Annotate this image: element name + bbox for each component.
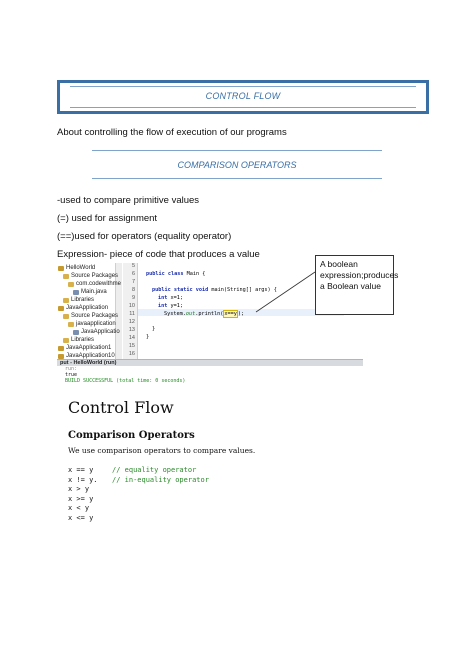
code-line-y-decl: int y=1; (158, 303, 183, 309)
header-bottom-rule (70, 107, 416, 108)
callout-pointer (250, 270, 320, 320)
operator-expression: x <= y (68, 513, 94, 522)
folder-icon (58, 266, 64, 271)
line-number: 7 (131, 279, 135, 285)
bullet-expression: Expression- piece of code that produces a value (57, 249, 260, 260)
project-tree-item[interactable] (63, 273, 118, 279)
operator-row (68, 495, 209, 505)
folder-icon (63, 338, 69, 343)
expression-highlight: x==y (224, 311, 237, 317)
operator-expression: x < y (68, 504, 90, 512)
code-line-class: public class Main { (146, 271, 206, 277)
folder-icon (68, 282, 74, 287)
project-tree-label: Source Packages (71, 273, 119, 279)
output-line-build: BUILD SUCCESSFUL (total time: 0 seconds) (65, 378, 186, 384)
intro-text: About controlling the flow of execution of our programs (57, 127, 287, 138)
line-number: 9 (131, 295, 135, 301)
figure-description: We use comparison operators to compare values. (68, 446, 256, 455)
project-tree (57, 263, 121, 359)
project-tree-label: HelloWorld (66, 265, 96, 271)
line-number: 8 (131, 287, 135, 293)
bullet-primitive: -used to compare primitive values (57, 195, 200, 206)
figure-title: Control Flow (68, 398, 174, 417)
folder-icon (58, 306, 64, 311)
project-tree-label: Source Packages (71, 313, 119, 319)
output-line-run: run: (65, 366, 78, 372)
code-line-println: System.out.println(x==y); (164, 311, 245, 317)
comparison-title: COMPARISON OPERATORS (177, 160, 297, 170)
operator-expression: x == y (68, 466, 94, 474)
bullet-equality: (==)used for operators (equality operator) (57, 231, 232, 242)
line-number: 11 (129, 311, 135, 317)
line-number-gutter (123, 263, 138, 359)
project-tree-item[interactable] (63, 297, 94, 303)
project-tree-label: Main.java (81, 289, 107, 295)
line-number: 12 (128, 319, 135, 325)
folder-icon (58, 346, 64, 351)
line-number: 6 (131, 271, 135, 277)
operator-comment: // equality operator (112, 466, 197, 474)
project-tree-label: Libraries (71, 297, 95, 303)
output-panel-title: put - HelloWorld (run) (57, 359, 363, 366)
control-flow-title: CONTROL FLOW (205, 91, 281, 101)
boolean-expression-callout: A boolean expression;produces a Boolean value (315, 255, 394, 315)
project-tree-item[interactable] (68, 321, 116, 327)
project-tree-label: JavaApplicatio (81, 329, 120, 335)
code-line-brace-2: } (146, 334, 150, 340)
project-tree-item[interactable] (73, 329, 120, 335)
project-tree-label: javaapplication (76, 321, 116, 327)
operator-list (68, 466, 209, 523)
operator-row (68, 485, 209, 495)
comparison-top-rule (92, 150, 382, 151)
operator-expression: x != y. (68, 475, 98, 484)
operator-row (68, 504, 209, 514)
folder-icon (73, 290, 79, 295)
code-line-x-decl: int x=1; (158, 295, 183, 301)
folder-icon (58, 354, 64, 359)
project-tree-label: Libraries (71, 337, 95, 343)
line-number: 15 (128, 343, 135, 349)
line-number: 16 (128, 351, 135, 357)
project-tree-label: JavaApplication1 (66, 345, 112, 351)
folder-icon (73, 330, 79, 335)
operator-comment: // in-equality operator (112, 475, 209, 484)
comparison-bottom-rule (92, 178, 382, 179)
project-tree-label: com.codewithme (76, 281, 122, 287)
project-tree-label: JavaApplication (66, 305, 109, 311)
folder-icon (68, 322, 74, 327)
project-tree-label: JavaApplication10 (66, 353, 115, 359)
project-tree-item[interactable] (58, 305, 108, 311)
control-flow-header-box (57, 80, 429, 114)
folder-icon (63, 298, 69, 303)
project-tree-item[interactable] (58, 345, 111, 351)
folder-icon (63, 314, 69, 319)
line-number: 5 (131, 263, 135, 269)
line-number: 10 (128, 303, 135, 309)
output-panel (57, 366, 363, 388)
project-tree-item[interactable] (63, 313, 118, 319)
operator-expression: x >= y (68, 494, 94, 503)
operator-expression: x > y (68, 485, 90, 493)
project-tree-item[interactable] (58, 265, 95, 271)
folder-icon (63, 274, 69, 279)
project-tree-item[interactable] (68, 281, 121, 287)
line-number: 14 (128, 335, 135, 341)
operator-row (68, 466, 209, 476)
bullet-assignment: (=) used for assignment (57, 213, 158, 224)
output-line-true: true (65, 372, 78, 378)
header-top-rule (70, 86, 416, 87)
line-number: 13 (128, 327, 135, 333)
figure-subtitle: Comparison Operators (68, 430, 195, 441)
operator-row (68, 514, 209, 524)
operator-row (68, 476, 209, 486)
code-line-main: public static void main(String[] args) { (152, 287, 277, 293)
project-tree-item[interactable] (63, 337, 94, 343)
project-tree-item[interactable] (73, 289, 107, 295)
code-line-brace-1: } (152, 326, 156, 332)
